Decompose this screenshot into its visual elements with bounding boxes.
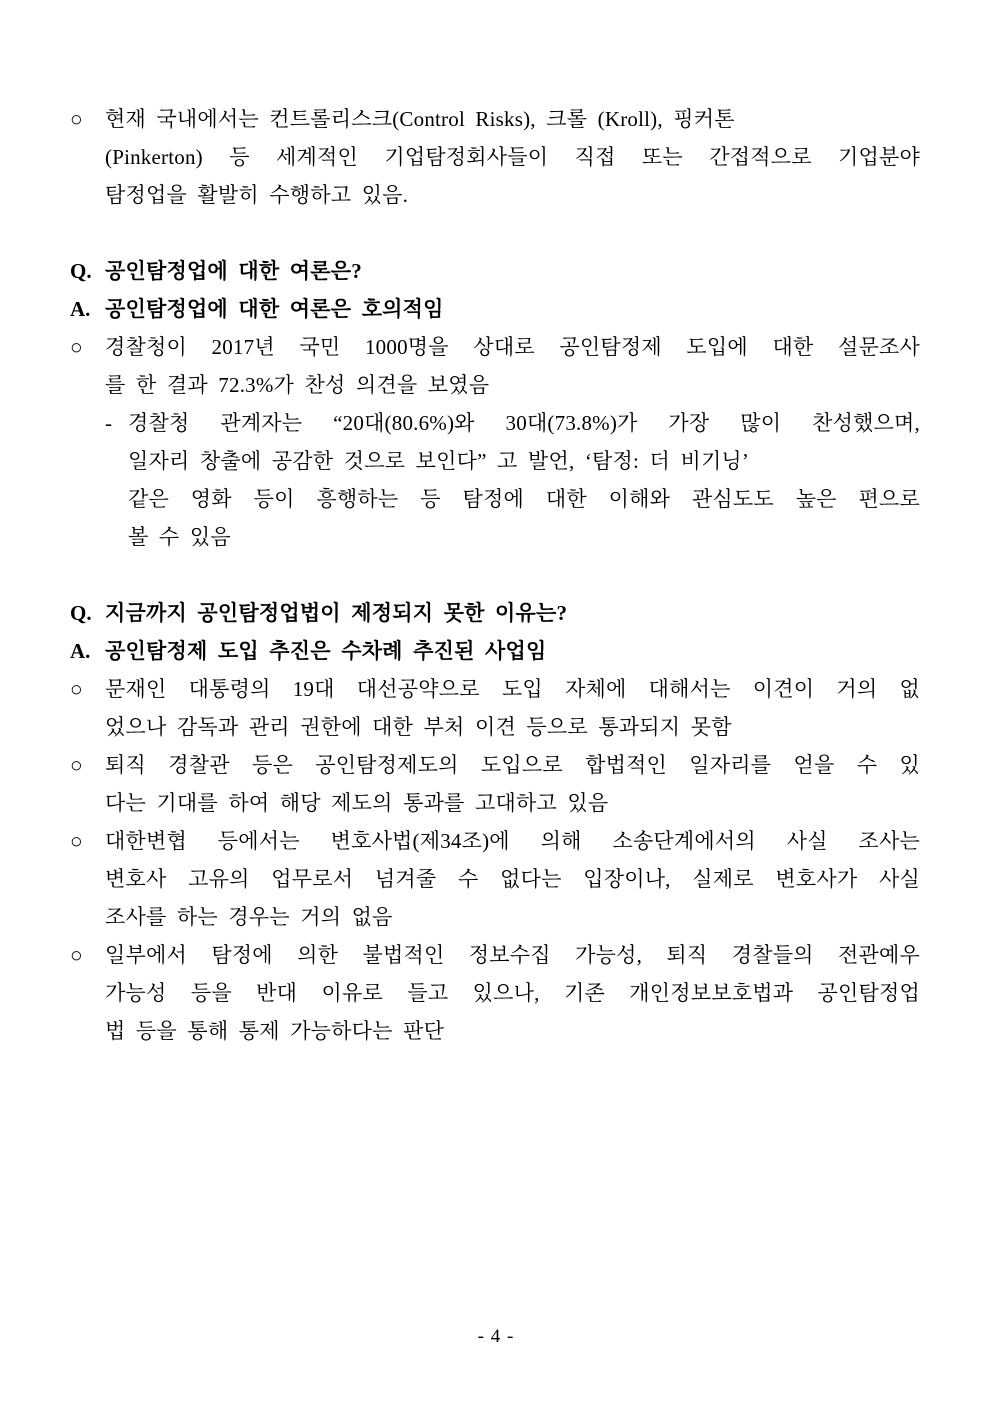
question-line xyxy=(70,594,920,632)
blank-line xyxy=(70,214,920,252)
text-line: 대한변협 등에서는 변호사법(제34조)에 의해 소송단계에서의 사실 조사는 xyxy=(105,829,920,853)
answer-label: A. xyxy=(70,639,91,663)
paragraph-lines xyxy=(105,100,920,214)
paragraph-lines xyxy=(105,252,920,290)
question-text: 공인탐정업에 대한 여론은? xyxy=(105,259,362,283)
text-line: 볼 수 있음 xyxy=(128,525,231,549)
bullet-paragraph xyxy=(70,328,920,404)
text-line: 경찰청 관계자는 “20대(80.6%)와 30대(73.8%)가 가장 많이 찬성했으며, xyxy=(128,411,920,435)
text-line: 문재인 대통령의 19대 대선공약으로 도입 자체에 대해서는 이견이 거의 없 xyxy=(105,677,920,701)
answer-line xyxy=(70,290,920,328)
text-line: 를 한 결과 72.3%가 찬성 의견을 보였음 xyxy=(105,373,490,397)
bullet-paragraph xyxy=(70,746,920,822)
text-line: 조사를 하는 경우는 거의 없음 xyxy=(105,905,393,929)
paragraph-lines xyxy=(105,822,920,936)
question-text: 지금까지 공인탐정업법이 제정되지 못한 이유는? xyxy=(105,601,568,625)
answer-label: A. xyxy=(70,297,91,321)
dash-bullet: - xyxy=(105,411,112,435)
bullet-paragraph xyxy=(70,822,920,936)
circle-bullet: ○ xyxy=(70,677,83,701)
bullet-paragraph xyxy=(70,100,920,214)
paragraph-lines xyxy=(105,594,920,632)
paragraph-lines xyxy=(105,632,920,670)
text-line: 가능성 등을 반대 이유로 들고 있으나, 기존 개인정보보호법과 공인탐정업 xyxy=(105,981,920,1005)
question-label: Q. xyxy=(70,601,92,625)
text-line: 탐정업을 활발히 수행하고 있음. xyxy=(105,183,409,207)
text-line: (Pinkerton) 등 세계적인 기업탐정회사들이 직접 또는 간접적으로 기업분야 xyxy=(105,145,920,169)
circle-bullet: ○ xyxy=(70,335,83,359)
text-line: 일부에서 탐정에 의한 불법적인 정보수집 가능성, 퇴직 경찰들의 전관예우 xyxy=(105,943,920,967)
text-line: 경찰청이 2017년 국민 1000명을 상대로 공인탐정제 도입에 대한 설문조사 xyxy=(105,335,920,359)
paragraph-lines xyxy=(105,936,920,1050)
bullet-paragraph xyxy=(70,670,920,746)
paragraph-lines xyxy=(105,290,920,328)
text-line: 변호사 고유의 업무로서 넘겨줄 수 없다는 입장이나, 실제로 변호사가 사실 xyxy=(105,867,920,891)
paragraph-lines xyxy=(105,670,920,746)
circle-bullet: ○ xyxy=(70,753,83,777)
text-line: 다는 기대를 하여 해당 제도의 통과를 고대하고 있음 xyxy=(105,791,609,815)
text-line: 퇴직 경찰관 등은 공인탐정제도의 도입으로 합법적인 일자리를 얻을 수 있 xyxy=(105,753,920,777)
question-line xyxy=(70,252,920,290)
document-content xyxy=(70,100,920,1050)
text-line: 현재 국내에서는 컨트롤리스크(Control Risks), 크롤 (Kroll), 핑커톤 xyxy=(105,107,735,131)
question-label: Q. xyxy=(70,259,92,283)
text-line: 일자리 창출에 공감한 것으로 보인다” 고 발언, ‘탐정: 더 비기닝’ xyxy=(128,449,750,473)
answer-text: 공인탐정제 도입 추진은 수차례 추진된 사업임 xyxy=(105,639,547,663)
circle-bullet: ○ xyxy=(70,829,83,853)
circle-bullet: ○ xyxy=(70,943,83,967)
page-number: - 4 - xyxy=(477,1326,515,1347)
text-line: 법 등을 통해 통제 가능하다는 판단 xyxy=(105,1019,445,1043)
text-line: 었으나 감독과 관리 권한에 대한 부처 이견 등으로 통과되지 못함 xyxy=(105,715,732,739)
text-line: 같은 영화 등이 흥행하는 등 탐정에 대한 이해와 관심도도 높은 편으로 xyxy=(128,487,920,511)
paragraph-lines xyxy=(128,404,920,556)
blank-line xyxy=(70,556,920,594)
dash-subitem xyxy=(70,404,920,556)
answer-text: 공인탐정업에 대한 여론은 호의적임 xyxy=(105,297,444,321)
answer-line xyxy=(70,632,920,670)
bullet-paragraph xyxy=(70,936,920,1050)
paragraph-lines xyxy=(105,328,920,404)
circle-bullet: ○ xyxy=(70,107,83,131)
paragraph-lines xyxy=(105,746,920,822)
